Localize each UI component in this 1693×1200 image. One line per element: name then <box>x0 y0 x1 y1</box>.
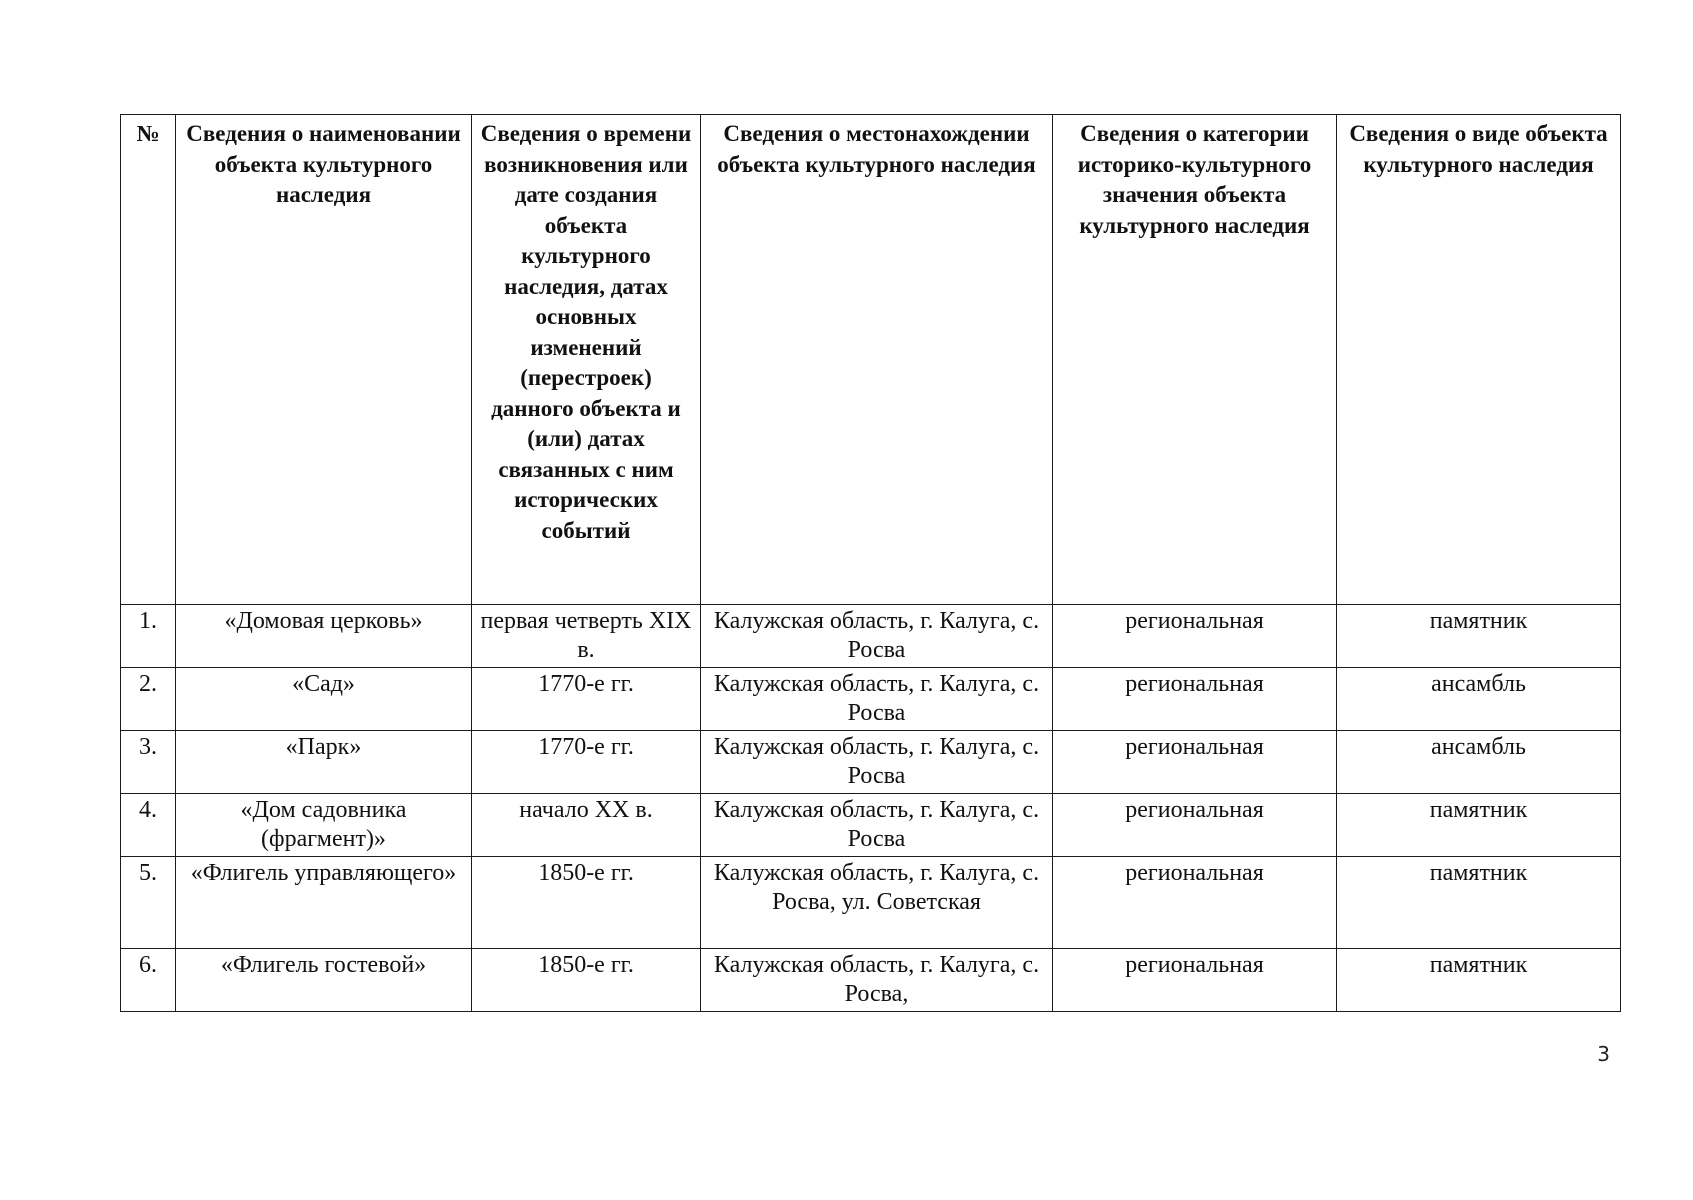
cell-category: региональная <box>1053 949 1337 1012</box>
cell-kind: памятник <box>1337 605 1621 668</box>
table-row <box>121 794 1621 857</box>
cell-name: «Флигель гостевой» <box>176 949 472 1012</box>
table-row <box>121 668 1621 731</box>
cell-location: Калужская область, г. Калуга, с. Росва, ул. Советская <box>701 857 1053 949</box>
cell-location: Калужская область, г. Калуга, с. Росва <box>701 794 1053 857</box>
cell-category: региональная <box>1053 605 1337 668</box>
cell-kind: памятник <box>1337 949 1621 1012</box>
cell-category: региональная <box>1053 668 1337 731</box>
cell-location: Калужская область, г. Калуга, с. Росва <box>701 731 1053 794</box>
table-row <box>121 857 1621 949</box>
header-name: Сведения о наименовании объекта культурного наследия <box>176 115 472 605</box>
cell-name: «Дом садовника (фрагмент)» <box>176 794 472 857</box>
cell-location: Калужская область, г. Калуга, с. Росва, <box>701 949 1053 1012</box>
cell-name: «Сад» <box>176 668 472 731</box>
cell-kind: памятник <box>1337 794 1621 857</box>
cell-name: «Флигель управляющего» <box>176 857 472 949</box>
cell-time: первая четверть XIX в. <box>472 605 701 668</box>
cell-name: «Парк» <box>176 731 472 794</box>
cell-category: региональная <box>1053 731 1337 794</box>
header-category: Сведения о категории историко-культурного значения объекта культурного наследия <box>1053 115 1337 605</box>
header-time: Сведения о времени возникновения или дате создания объекта культурного наследия, датах основных изменений (перестроек) данного объекта и (или) датах связанных с ним исторических событий <box>472 115 701 605</box>
table-row <box>121 949 1621 1012</box>
cell-location: Калужская область, г. Калуга, с. Росва <box>701 668 1053 731</box>
cell-number: 1. <box>121 605 176 668</box>
cell-kind: ансамбль <box>1337 731 1621 794</box>
header-kind: Сведения о виде объекта культурного наследия <box>1337 115 1621 605</box>
cell-kind: памятник <box>1337 857 1621 949</box>
header-location: Сведения о местонахождении объекта культурного наследия <box>701 115 1053 605</box>
cell-time: начало XX в. <box>472 794 701 857</box>
header-number: № <box>121 115 176 605</box>
table-row <box>121 731 1621 794</box>
heritage-objects-table <box>120 114 1621 1012</box>
cell-number: 5. <box>121 857 176 949</box>
cell-time: 1770-е гг. <box>472 668 701 731</box>
cell-time: 1850-е гг. <box>472 857 701 949</box>
cell-number: 6. <box>121 949 176 1012</box>
cell-time: 1850-е гг. <box>472 949 701 1012</box>
cell-number: 4. <box>121 794 176 857</box>
cell-number: 3. <box>121 731 176 794</box>
cell-category: региональная <box>1053 857 1337 949</box>
cell-kind: ансамбль <box>1337 668 1621 731</box>
cell-name: «Домовая церковь» <box>176 605 472 668</box>
cell-time: 1770-е гг. <box>472 731 701 794</box>
cell-number: 2. <box>121 668 176 731</box>
cell-category: региональная <box>1053 794 1337 857</box>
page-number: 3 <box>1597 1042 1610 1066</box>
cell-location: Калужская область, г. Калуга, с. Росва <box>701 605 1053 668</box>
table-header-row <box>121 115 1621 605</box>
table-row <box>121 605 1621 668</box>
